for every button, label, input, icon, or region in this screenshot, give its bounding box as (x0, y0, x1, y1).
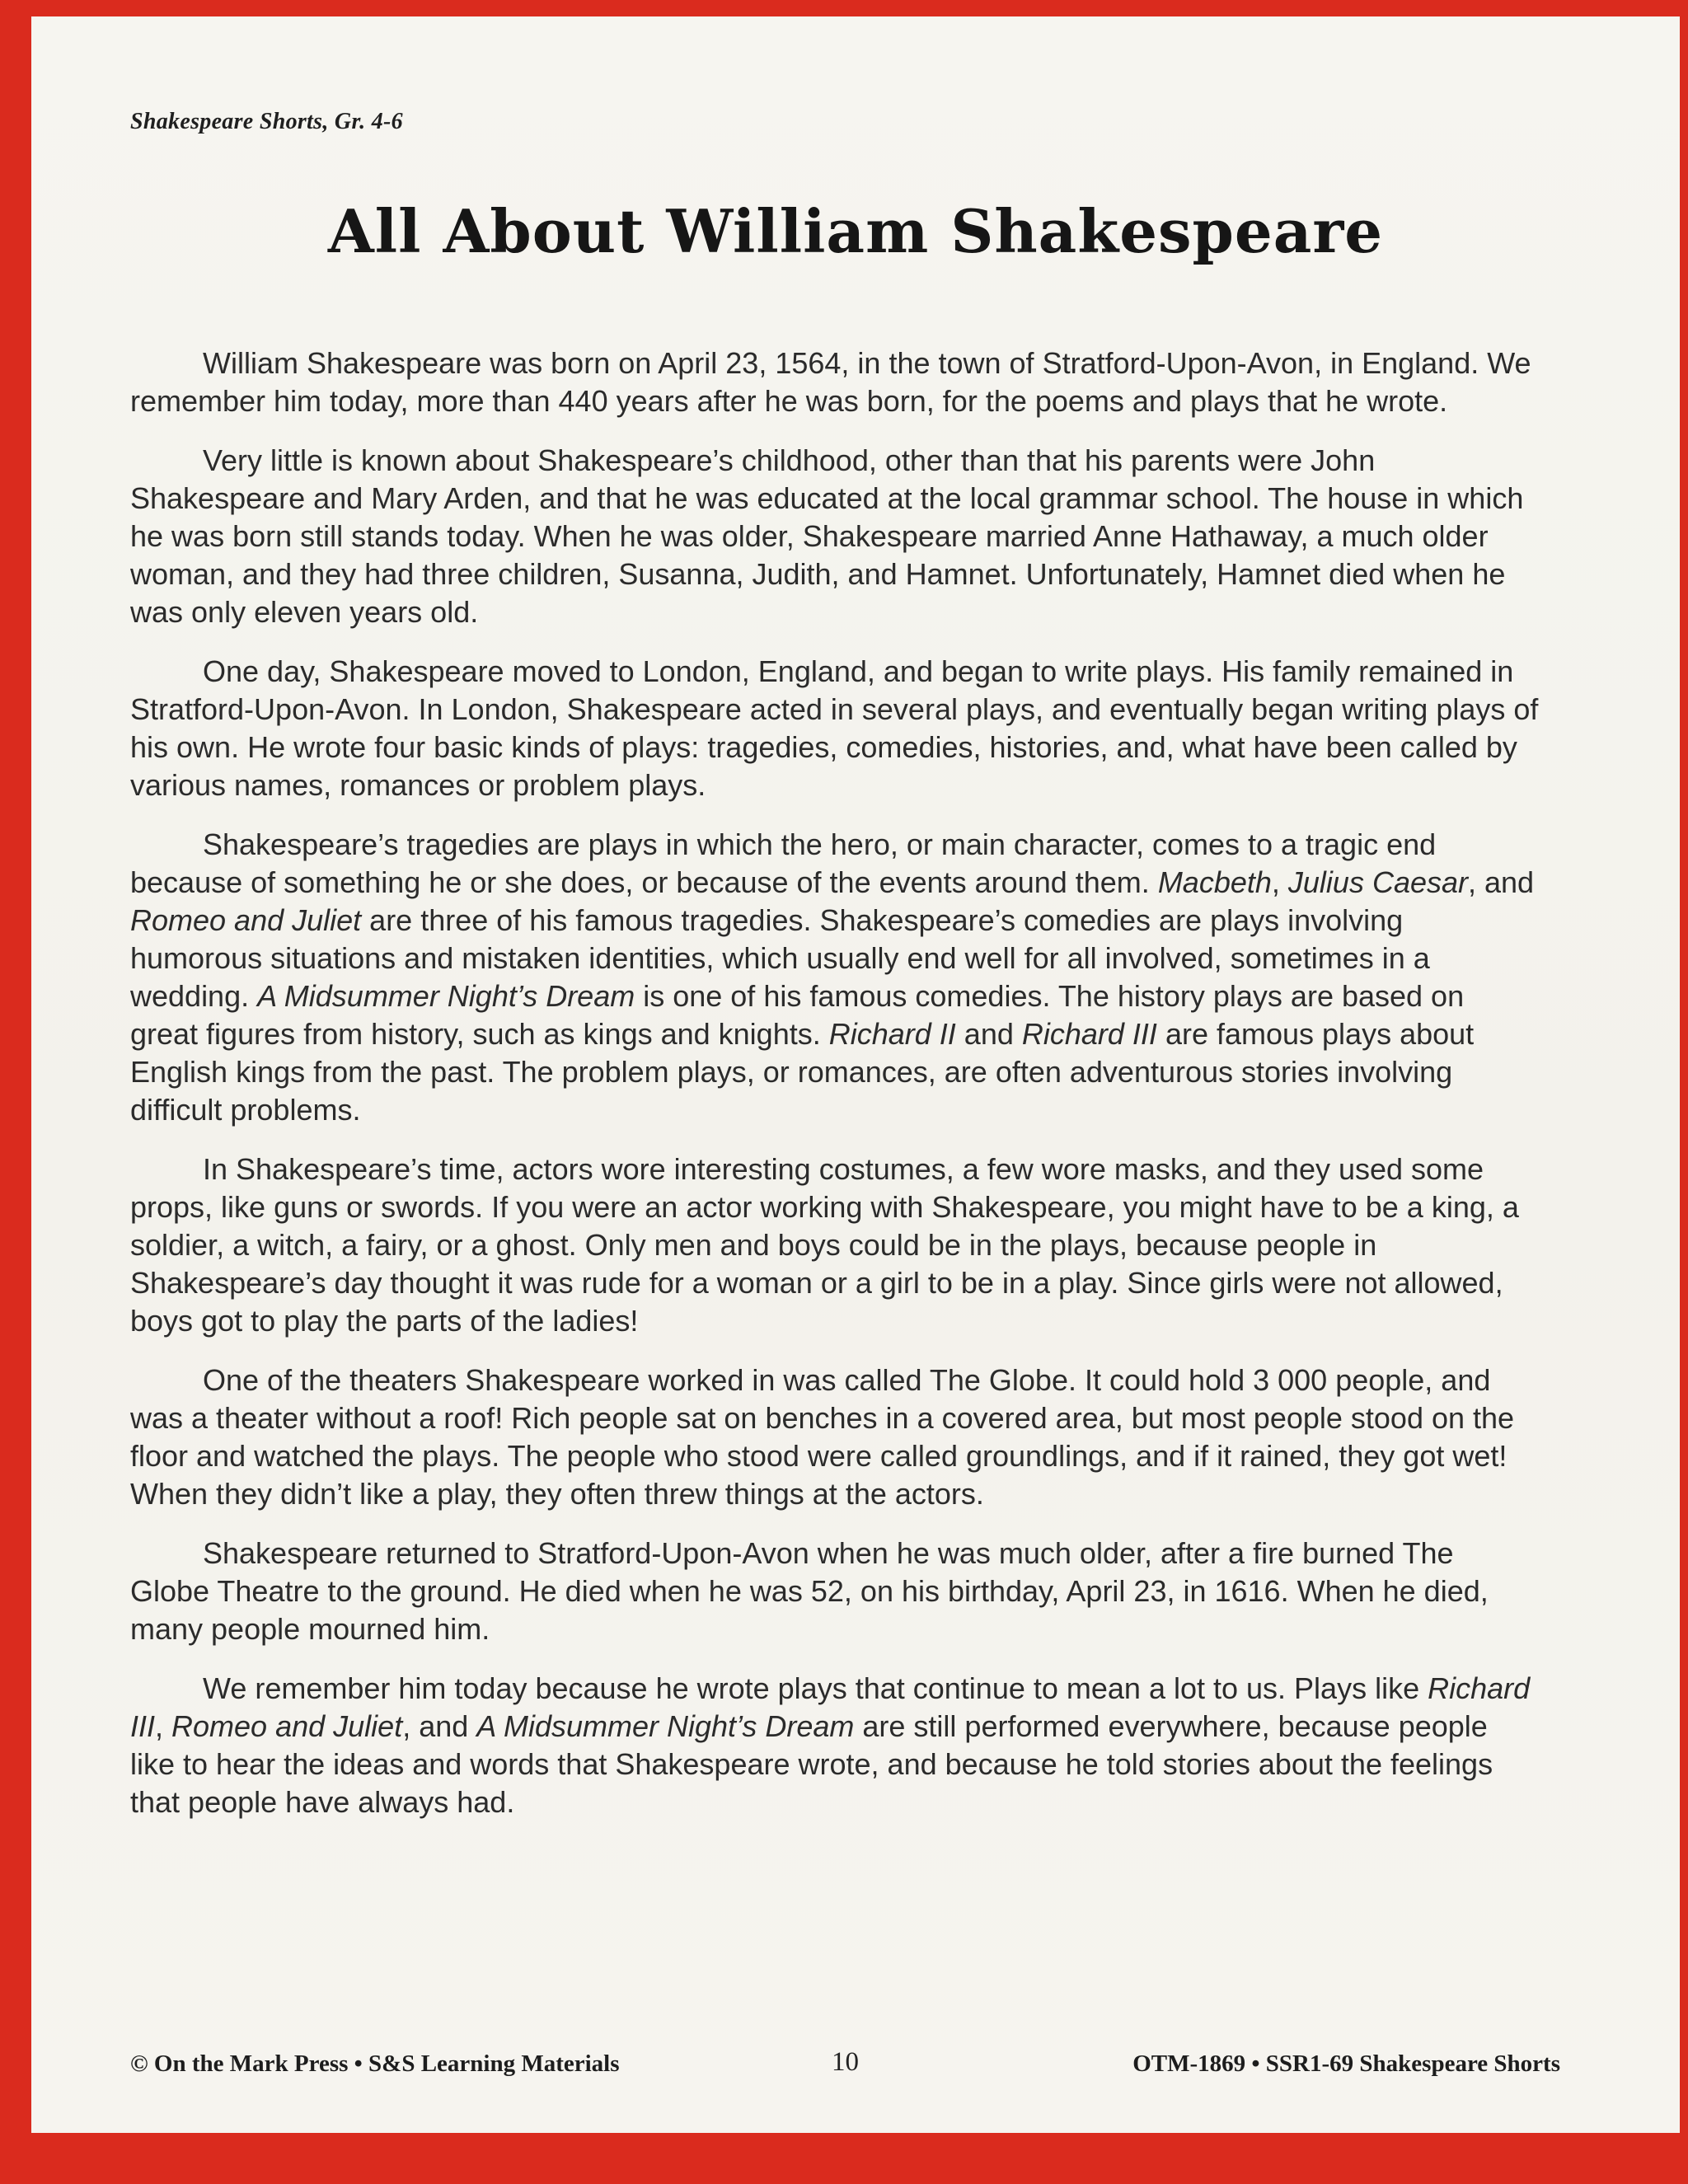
footer-copyright: © On the Mark Press • S&S Learning Materials (130, 2050, 620, 2077)
paragraph: William Shakespeare was born on April 23, 1564, in the town of Stratford-Upon-Avon, in England. We remember him today, more than 440 years after he was born, for the poems and plays that he wrote. (130, 346, 1531, 418)
document-page (31, 16, 1680, 2133)
footer-page-number: 10 (832, 2047, 859, 2077)
paragraph: In Shakespeare’s time, actors wore interesting costumes, a few wore masks, and they used some props, like guns or swords. If you were an actor working with Shakespeare, you might have to be a king, a soldier, a witch, a fairy, or a ghost. Only men and boys could be in the plays, because people in Shakespeare’s day thought it was rude for a woman or a girl to be in a play. Since girls were not allowed, boys got to play the parts of the ladies! (130, 1152, 1519, 1338)
paragraph: Very little is known about Shakespeare’s childhood, other than that his parents were John Shakespeare and Mary Arden, and that he was educated at the local grammar school. The house in which he was born still stands today. When he was older, Shakespeare married Anne Hathaway, a much older woman, and they had three children, Susanna, Judith, and Hamnet. Unfortunately, Hamnet died when he was only eleven years old. (130, 443, 1524, 629)
paragraph: Shakespeare returned to Stratford-Upon-Avon when he was much older, after a fire burned The Globe Theatre to the ground. He died when he was 52, on his birthday, April 23, in 1616. When he died, many people mourned him. (130, 1536, 1489, 1646)
page-footer (130, 2044, 1560, 2085)
footer-product-code: OTM-1869 • SSR1-69 Shakespeare Shorts (1132, 2050, 1560, 2077)
paragraph: One day, Shakespeare moved to London, England, and began to write plays. His family remained in Stratford-Upon-Avon. In London, Shakespeare acted in several plays, and eventually began writing plays of his own. He wrote four basic kinds of plays: tragedies, comedies, histories, and, what have been called by various names, romances or problem plays. (130, 654, 1539, 802)
paragraph: One of the theaters Shakespeare worked in was called The Globe. It could hold 3 000 people, and was a theater without a roof! Rich people sat on benches in a covered area, but most people stood on the floor and watched the plays. The people who stood were called groundlings, and if it rained, they got wet! When they didn’t like a play, they often threw things at the actors. (130, 1363, 1515, 1511)
paragraph: Shakespeare’s tragedies are plays in which the hero, or main character, comes to a tragic end because of something he or she does, or because of the events around them. Macbeth, Julius Caesar, and Romeo and Juliet are three of his famous tragedies. Shakespeare’s comedies are plays involving humorous situations and mistaken identities, which usually end well for all involved, sometimes in a wedding. A Midsummer Night’s Dream is one of his famous comedies. The history plays are based on great figures from history, such as kings and knights. Richard II and Richard III are famous plays about English kings from the past. The problem plays, or romances, are often adventurous stories involving difficult problems. (130, 827, 1535, 1127)
article-body (130, 344, 1540, 1843)
paragraph: We remember him today because he wrote plays that continue to mean a lot to us. Plays like Richard III, Romeo and Juliet, and A Midsummer Night’s Dream are still performed everywhere, because people like to hear the ideas and words that Shakespeare wrote, and because he told stories about the feelings that people have always had. (130, 1671, 1531, 1819)
book-series-header: Shakespeare Shorts, Gr. 4-6 (130, 109, 403, 134)
page-title: All About William Shakespeare (327, 196, 1384, 266)
